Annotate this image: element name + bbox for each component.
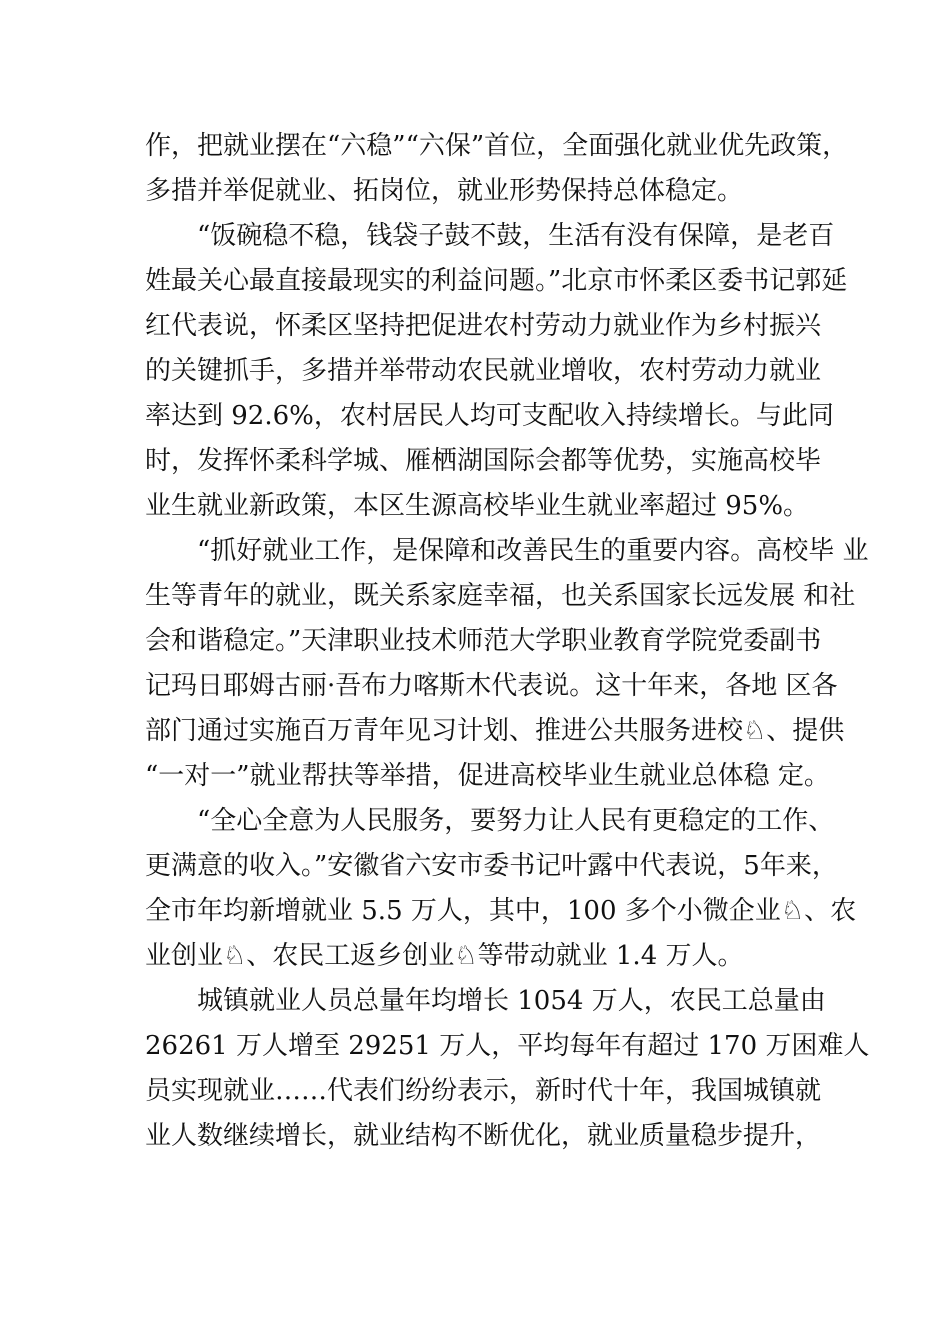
text-line: “全心全意为人民服务，要努力让人民有更稳定的工作、 <box>197 806 835 836</box>
text-line: “饭碗稳不稳，钱袋子鼓不鼓，生活有没有保障，是老百 <box>197 221 835 251</box>
text-line: 业生就业新政策，本区生源高校毕业生就业率超过 95%。 <box>145 491 810 521</box>
text-line: 多措并举促就业、拓岗位，就业形势保持总体稳定。 <box>145 176 744 206</box>
body-text <box>145 124 870 1159</box>
text-line: 26261 万人增至 29251 万人，平均每年有超过 170 万困难人 <box>145 1031 870 1061</box>
text-line: “一对一”就业帮扶等举措，促进高校毕业生就业总体稳 定。 <box>145 761 830 791</box>
text-line: 生等青年的就业，既关系家庭幸福，也关系国家长远发展 和社 <box>145 581 856 611</box>
text-line: 的关键抓手，多措并举带动农民就业增收，农村劳动力就业 <box>145 356 822 386</box>
text-line: 率达到 92.6%，农村居民人均可支配收入持续增长。与此同 <box>145 401 834 431</box>
text-line: 城镇就业人员总量年均增长 1054 万人，农民工总量由 <box>197 986 826 1016</box>
text-line: 时，发挥怀柔科学城、雁栖湖国际会都等优势，实施高校毕 <box>145 446 822 476</box>
text-line: 会和谐稳定。”天津职业技术师范大学职业教育学院党委副书 <box>145 626 822 656</box>
text-line: 更满意的收入。”安徽省六安市委书记叶露中代表说，5年来， <box>145 851 838 881</box>
text-line: 作，把就业摆在“六稳”“六保”首位，全面强化就业优先政策， <box>145 131 849 161</box>
text-line: 红代表说，怀柔区坚持把促进农村劳动力就业作为乡村振兴 <box>145 311 822 341</box>
text-line: 记玛日耶姆古丽·吾布力喀斯木代表说。这十年来，各地 区各 <box>145 671 838 701</box>
text-line: 业创业♘、农民工返乡创业♘等带动就业 1.4 万人。 <box>145 941 744 971</box>
text-line: 员实现就业……代表们纷纷表示，新时代十年，我国城镇就 <box>145 1076 822 1106</box>
text-line: 部门通过实施百万青年见习计划、推进公共服务进校♘、提供 <box>145 716 845 746</box>
text-line: 业人数继续增长，就业结构不断优化，就业质量稳步提升， <box>145 1121 822 1151</box>
text-line: 全市年均新增就业 5.5 万人，其中，100 多个小微企业♘、农 <box>145 896 857 926</box>
text-line: “抓好就业工作，是保障和改善民生的重要内容。高校毕 业 <box>197 536 869 566</box>
text-line: 姓最关心最直接最现实的利益问题。”北京市怀柔区委书记郭延 <box>145 266 848 296</box>
